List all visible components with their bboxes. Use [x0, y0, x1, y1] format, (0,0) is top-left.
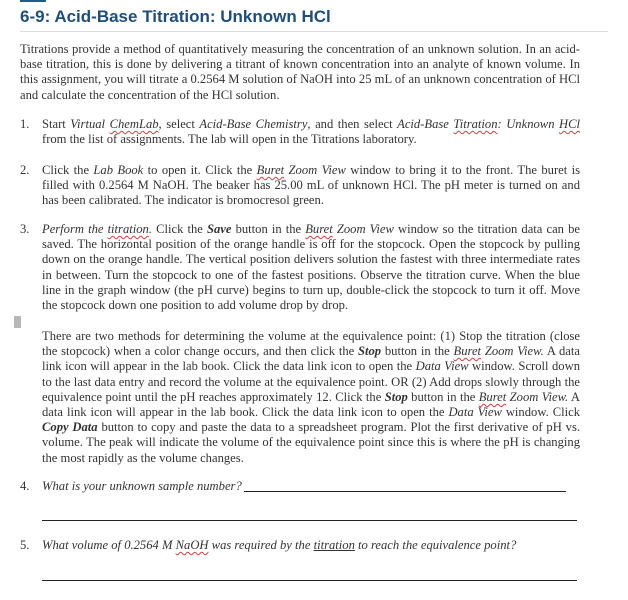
text-run: Buret	[256, 163, 285, 177]
page-title: 6-9: Acid-Base Titration: Unknown HCl	[20, 7, 331, 26]
text-run: A data link icon will appear in the lab book. Click the data link icon to open the	[42, 344, 580, 374]
text-run: to open it. Click the	[143, 163, 257, 177]
text-run: titration	[107, 222, 149, 236]
text-run: .	[540, 344, 544, 359]
text-run: A data link icon will appear in the lab book. Click the data link icon to open the	[42, 389, 580, 420]
text-run: .	[148, 222, 153, 236]
text-run: window so the titration data can be saved. The horizontal position of the orange handle is off for the stopcock. Open the stopcock by pulling down on the orange handle. The vertical position delivers solution the fastest with three intermediate rates in between. Turn the stopcock to one of the fastest positions. Observe the titration curve. When the blue line in the graph window (the pH curve) begins to turn up, double-click the stopcock to turn it off. Move the stopcock down one position to add volume drop by drop.	[42, 222, 580, 313]
step-3	[20, 222, 580, 313]
text-run: , select	[158, 117, 200, 131]
question-text: What is your unknown sample number?	[42, 479, 242, 493]
text-run: Data View	[415, 359, 469, 374]
question-5-text	[42, 538, 580, 553]
text-run: , and then select	[307, 117, 398, 131]
text-run: button to copy and paste the data to a spreadsheet program. Plot the first derivative of pH vs. volume. The peak will indicate the volume of the equivalence point since this is where the pH is changing the most rapidly as the volume changes.	[42, 420, 581, 465]
question-4	[20, 479, 580, 494]
text-run: Zoom View	[284, 163, 346, 177]
text-run: NaOH	[175, 538, 209, 552]
text-run: window. Scroll down to the last data entry and record the volume at the equivalence point. OR (2) Add drops slowly through the equivalence point until the pH reaches approximately 12. Click the	[42, 359, 580, 404]
text-run: Copy Data	[42, 420, 98, 435]
text-run: What volume of 0.2564 M	[42, 538, 176, 552]
step-2-text	[42, 163, 580, 209]
text-run: Click the	[152, 222, 207, 236]
text-run: .	[565, 389, 569, 404]
answer-line-q5[interactable]	[42, 580, 577, 581]
text-run: Stop	[384, 389, 408, 404]
text-run: to reach the equivalence point?	[354, 538, 517, 552]
question-number: 4.	[20, 479, 30, 493]
step-1-text	[42, 117, 580, 147]
text-run: Lab Book	[93, 163, 144, 177]
top-accent-bar	[20, 0, 46, 2]
text-run: window to bring it to the front. The buret is filled with 0.2564 M NaOH. The beaker has 25.00 mL of unknown HCl. The pH meter is turned on and has been calibrated. The indicator is bromocresol green.	[42, 163, 581, 208]
text-run: Save	[206, 222, 232, 236]
text-run: from the list of assignments. The lab will open in the Titrations laboratory.	[42, 132, 417, 147]
step-3b-text	[42, 329, 580, 466]
text-run: was required by the	[208, 538, 314, 552]
text-run: ChemLab	[109, 117, 159, 131]
step-number: 3.	[20, 222, 30, 236]
title-divider	[20, 31, 608, 32]
text-run: Start	[42, 117, 71, 131]
answer-line-q4-extra[interactable]	[42, 520, 577, 521]
text-run: window. Click	[501, 405, 581, 420]
step-number: 2.	[20, 163, 30, 177]
text-run: There are two methods for determining the volume at the equivalence point: (1) Stop the titration (close the stopcock) when a color change occurs, and then click the	[42, 329, 580, 359]
text-run: Virtual	[70, 117, 110, 131]
step-3-continued	[20, 329, 580, 466]
text-run: Perform the	[42, 222, 108, 236]
text-run: Buret	[478, 389, 507, 404]
answer-line-q4[interactable]	[244, 479, 566, 492]
question-4-text	[42, 479, 580, 494]
question-5	[20, 538, 580, 553]
intro-paragraph: Titrations provide a method of quantitatively measuring the concentration of an unknown solution. In an acid-base titration, this is done by delivering a titrant of known concentration into an analyte of known volume. In this assignment, you will titrate a 0.2564 M solution of NaOH into 25 mL of an unknown concentration of HCl and calculate the concentration of the HCl solution.	[20, 42, 580, 102]
text-run: button in the	[381, 344, 454, 359]
text-run: HCl	[559, 117, 580, 131]
text-run: Stop	[357, 344, 382, 359]
question-number: 5.	[20, 538, 30, 552]
text-run: Acid-Base	[397, 117, 454, 131]
text-run: titration	[313, 538, 355, 552]
text-run: Buret	[305, 222, 333, 236]
text-run: : Unknown	[497, 117, 559, 131]
text-run: Zoom View	[506, 389, 566, 404]
text-run: Buret	[453, 344, 482, 359]
text-run: Data View	[448, 405, 502, 420]
text-run: button in the	[231, 222, 306, 236]
margin-marker	[14, 316, 21, 328]
step-3-text	[42, 222, 580, 313]
text-run: Zoom View	[481, 344, 541, 359]
text-run: Acid-Base Chemistry	[199, 117, 308, 131]
text-run: Click the	[42, 163, 94, 177]
text-run: Zoom View	[332, 222, 394, 236]
step-2	[20, 163, 580, 209]
text-run: button in the	[407, 389, 479, 404]
step-number: 1.	[20, 117, 30, 131]
step-1	[20, 117, 580, 147]
text-run: Titration	[453, 117, 498, 131]
